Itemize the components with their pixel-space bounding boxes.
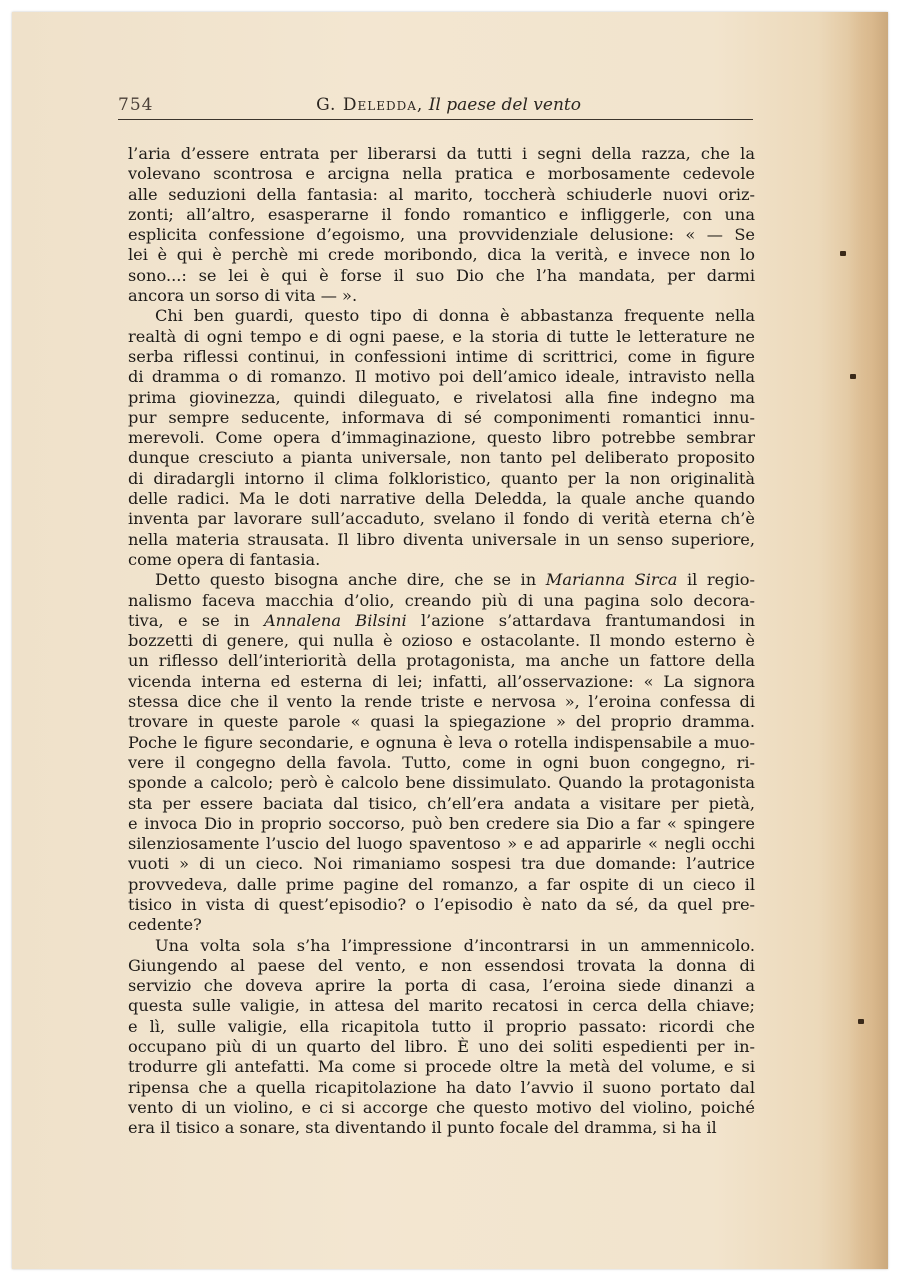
text-line: Poche le figure secondarie, e ognuna è leva o rotella indispensabile a muo- (128, 732, 755, 752)
text-line: tiva, e se in Annalena Bilsini l’azione s’attardava frantumandosi in (128, 610, 755, 630)
text-line: cedente? (128, 915, 202, 935)
text-line: vuoti » di un cieco. Noi rimaniamo sospesi tra due domande: l’autrice (128, 854, 755, 874)
header-work-title: Il paese del vento (428, 95, 581, 115)
text-line: inventa par lavorare sull’accaduto, svelano il fondo di verità eterna ch’è (128, 509, 755, 529)
text-line: alle seduzioni della fantasia: al marito, toccherà schiuderle nuovi oriz- (128, 184, 755, 204)
text-line: ancora un sorso di vita — ». (128, 286, 358, 306)
margin-mark (850, 374, 856, 379)
text-line: vento di un violino, e ci si accorge che questo motivo del violino, poiché (128, 1097, 755, 1117)
text-line: Giungendo al paese del vento, e non essendosi trovata la donna di (128, 955, 755, 975)
text-line: servizio che doveva aprire la porta di casa, l’eroina siede dinanzi a (128, 976, 755, 996)
text-line: ripensa che a quella ricapitolazione ha dato l’avvio il suono portato dal (128, 1077, 755, 1097)
text-line: nella materia strausata. Il libro diventa universale in un senso superiore, (128, 529, 755, 549)
text-line: e invoca Dio in proprio soccorso, può ben credere sia Dio a far « spingere (128, 813, 755, 833)
text-line: zonti; all’altro, esasperarne il fondo romantico e infliggerle, con una (128, 204, 755, 224)
text-line: di dramma o di romanzo. Il motivo poi dell’amico ideale, intravisto nella (128, 367, 755, 387)
page-spine-shadow (848, 12, 888, 1269)
text-line: vicenda interna ed esterna di lei; infatti, all’osservazione: « La signora (128, 671, 755, 691)
text-line: pur sempre seducente, informava di sé componimenti romantici innu- (128, 407, 755, 427)
running-header (118, 93, 753, 120)
margin-mark (840, 251, 846, 256)
text-line: questa sulle valigie, in attesa del marito recatosi in cerca della chiave; (128, 996, 755, 1016)
paragraph (128, 144, 755, 306)
text-line: serba riflessi continui, in confessioni intime di scrittrici, come in figure (128, 346, 755, 366)
text-line: e lì, sulle valigie, ella ricapitola tutto il proprio passato: ricordi che (128, 1016, 755, 1036)
text-line: sponde a calcolo; però è calcolo bene dissimulato. Quando la protagonista (128, 773, 755, 793)
header-title (316, 95, 581, 115)
paragraph (128, 570, 755, 935)
text-line: nalismo faceva macchia d’olio, creando più di una pagina solo decora- (128, 590, 755, 610)
text-line: occupano più di un quarto del libro. È uno dei soliti espedienti per in- (128, 1037, 755, 1057)
margin-mark (858, 1019, 864, 1024)
text-line: dunque cresciuto a pianta universale, non tanto pel deliberato proposito (128, 448, 755, 468)
text-line: bozzetti di genere, qui nulla è ozioso e ostacolante. Il mondo esterno è (128, 631, 755, 651)
text-line: vere il congegno della favola. Tutto, come in ogni buon congegno, ri- (128, 752, 755, 772)
text-line: provvedeva, dalle prime pagine del romanzo, a far ospite di un cieco il (128, 874, 755, 894)
text-line: come opera di fantasia. (128, 549, 321, 569)
text-line: l’aria d’essere entrata per liberarsi da tutti i segni della razza, che la (128, 144, 755, 163)
text-line: di diradargli intorno il clima folkloristico, quanto per la non originalità (128, 468, 755, 488)
text-line: un riflesso dell’interiorità della protagonista, ma anche un fattore della (128, 651, 755, 671)
text-line: merevoli. Come opera d’immaginazione, questo libro potrebbe sembrar (128, 428, 755, 448)
text-line: trodurre gli antefatti. Ma come si procede oltre la metà del volume, e si (128, 1057, 755, 1077)
text-line: Chi ben guardi, questo tipo di donna è abbastanza frequente nella (155, 306, 755, 326)
text-line: realtà di ogni tempo e di ogni paese, e la storia di tutte le letterature ne (128, 326, 755, 346)
page-number: 754 (118, 95, 154, 115)
text-line: Detto questo bisogna anche dire, che se in Marianna Sirca il regio- (155, 570, 755, 590)
text-line: tisico in vista di quest’episodio? o l’episodio è nato da sé, da quel pre- (128, 894, 755, 914)
text-line: stessa dice che il vento la rende triste e nervosa », l’eroina confessa di (128, 692, 755, 712)
text-line: era il tisico a sonare, sta diventando il punto focale del dramma, si ha il (128, 1118, 717, 1138)
paragraph (128, 306, 755, 570)
text-line: trovare in queste parole « quasi la spiegazione » del proprio dramma. (128, 712, 755, 732)
text-line: lei è qui è perchè mi crede moribondo, dica la verità, e invece non lo (128, 245, 755, 265)
text-line: sta per essere baciata dal tisico, ch’ell’era andata a visitare per pietà, (128, 793, 755, 813)
text-line: esplicita confessione d’egoismo, una provvidenziale delusione: « — Se (128, 225, 755, 245)
paragraph (128, 936, 755, 1139)
text-line: sono...: se lei è qui è forse il suo Dio che l’ha mandata, per darmi (128, 265, 755, 285)
text-line: silenziosamente l’uscio del luogo spaventoso » e ad apparirle « negli occhi (128, 834, 755, 854)
text-line: volevano scontrosa e arcigna nella pratica e morbosamente cedevole (128, 164, 755, 184)
text-line: prima giovinezza, quindi dileguato, e rivelatosi alla fine indegno ma (128, 387, 755, 407)
header-author: G. Deledda, (316, 95, 424, 115)
body-text (128, 144, 755, 1139)
text-line: Una volta sola s’ha l’impressione d’incontrarsi in un ammennicolo. (155, 935, 755, 955)
text-line: delle radici. Ma le doti narrative della Deledda, la quale anche quando (128, 489, 755, 509)
